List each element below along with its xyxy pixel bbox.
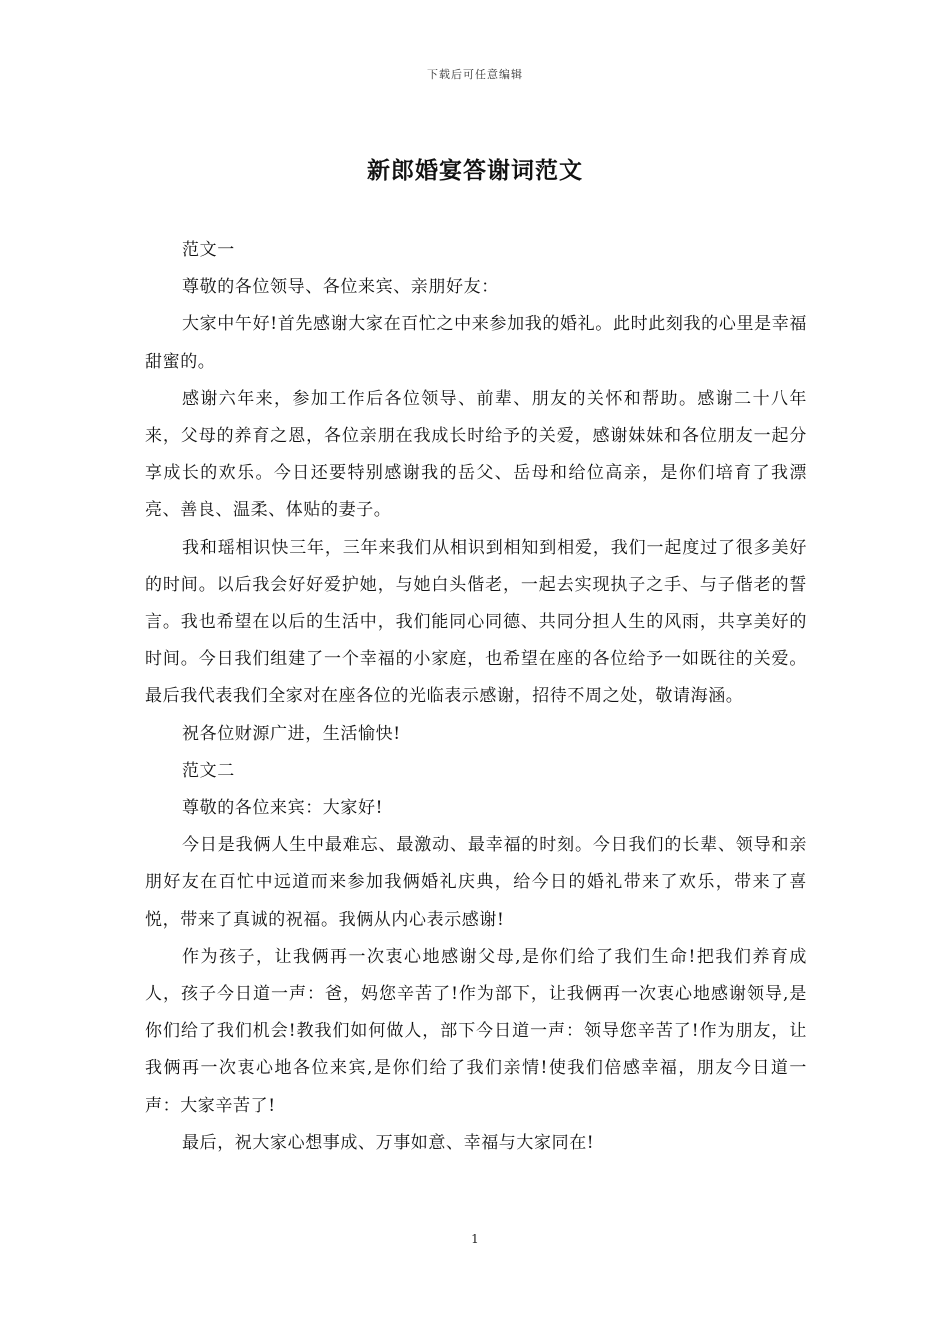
paragraph: 祝各位财源广进，生活愉快! [182, 723, 401, 744]
paragraph: 我和瑶相识快三年，三年来我们从相识到相知到相爱，我们一起度过了很多美好的时间。以后我会好好爱护她，与她白头偕老，一起去实现执子之手、与子偕老的誓言。我也希望在以后的生活中，我们能同心同德、共同分担人生的风雨，共享美好的时间。今日我们组建了一个幸福的小家庭，也希望在座的各位给予一如既往的关爱。最后我代表我们全家对在座各位的光临表示感谢，招待不周之处，敬请海涵。 [145, 537, 807, 707]
paragraph: 范文二 [182, 760, 235, 781]
document-body [145, 232, 807, 1162]
paragraph: 作为孩子，让我俩再一次衷心地感谢父母,是你们给了我们生命!把我们养育成人，孩子今日道一声：爸，妈您辛苦了!作为部下，让我俩再一次衷心地感谢领导,是你们给了我们机会!教我们如何做人，部下今日道一声：领导您辛苦了!作为朋友，让我俩再一次衷心地各位来宾,是你们给了我们亲情!使我们倍感幸福，朋友今日道一声：大家辛苦了! [145, 946, 807, 1116]
page-number: 1 [471, 1232, 479, 1246]
paragraph: 大家中午好!首先感谢大家在百忙之中来参加我的婚礼。此时此刻我的心里是幸福甜蜜的。 [145, 314, 807, 372]
paragraph: 尊敬的各位来宾：大家好! [182, 798, 384, 819]
paragraph: 感谢六年来，参加工作后各位领导、前辈、朋友的关怀和帮助。感谢二十八年来，父母的养育之恩，各位亲朋在我成长时给予的关爱，感谢妹妹和各位朋友一起分享成长的欢乐。今日还要特别感谢我的岳父、岳母和给位高亲，是你们培育了我漂亮、善良、温柔、体贴的妻子。 [145, 388, 807, 521]
paragraph: 尊敬的各位领导、各位来宾、亲朋好友： [182, 277, 499, 298]
header-note: 下载后可任意编辑 [427, 68, 523, 81]
paragraph: 今日是我俩人生中最难忘、最激动、最幸福的时刻。今日我们的长辈、领导和亲朋好友在百忙中远道而来参加我俩婚礼庆典，给今日的婚礼带来了欢乐，带来了喜悦，带来了真诚的祝福。我俩从内心表示感谢! [145, 835, 807, 930]
paragraph: 范文一 [182, 240, 235, 260]
document-title: 新郎婚宴答谢词范文 [367, 157, 583, 184]
paragraph: 最后，祝大家心想事成、万事如意、幸福与大家同在! [182, 1132, 595, 1153]
